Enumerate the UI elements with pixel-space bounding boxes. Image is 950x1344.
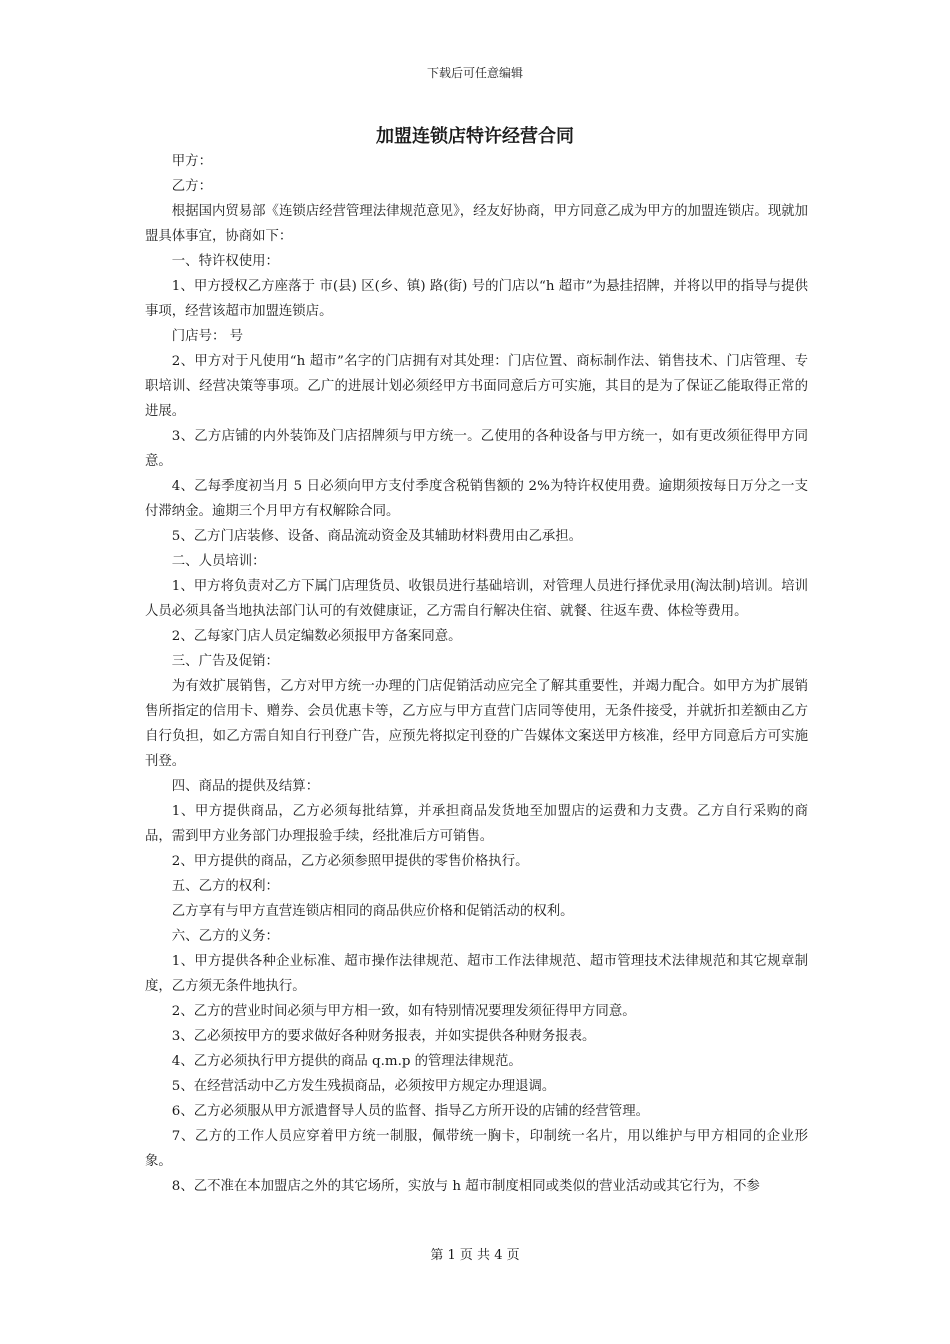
contract-paragraph: 7、乙方的工作人员应穿着甲方统一制服，佩带统一胸卡，印制统一名片，用以维护与甲方相同的企业形象。: [145, 1129, 808, 1169]
contract-paragraph: 2、甲方对于凡使用“h 超市”名字的门店拥有对其处理：门店位置、商标制作法、销售技术、门店管理、专职培训、经营决策等事项。乙广的进展计划必须经甲方书面同意后方可实施，其目的是为了保证乙能取得正常的进展。: [145, 354, 808, 419]
contract-paragraph: 2、甲方提供的商品，乙方必须参照甲提供的零售价格执行。: [171, 854, 529, 869]
contract-paragraph: 1、甲方提供各种企业标准、超市操作法律规范、超市工作法律规范、超市管理技术法律规范和其它规章制度，乙方须无条件地执行。: [145, 954, 808, 994]
contract-paragraph: 1、甲方授权乙方座落于 市(县) 区(乡、镇) 路(街) 号的门店以“h 超市”为悬挂招牌，并将以甲的指导与提供事项，经营该超市加盟连锁店。: [145, 279, 808, 319]
contract-paragraph: 8、乙不准在本加盟店之外的其它场所，实放与 h 超市制度相同或类似的营业活动或其它行为，不参: [171, 1179, 760, 1194]
contract-paragraph: 四、商品的提供及结算：: [171, 779, 320, 794]
contract-paragraph: 5、在经营活动中乙方发生残损商品，必须按甲方规定办理退调。: [171, 1079, 556, 1094]
page-header: 下载后可任意编辑: [426, 66, 523, 80]
contract-paragraph: 6、乙方必须服从甲方派遣督导人员的监督、指导乙方所开设的店铺的经营管理。: [171, 1104, 649, 1119]
contract-paragraph: 1、甲方提供商品，乙方必须每批结算，并承担商品发货地至加盟店的运费和力支费。乙方自行采购的商品，需到甲方业务部门办理报验手续，经批准后方可销售。: [145, 804, 808, 844]
contract-paragraph: 4、乙方必须执行甲方提供的商品 q.m.p 的管理法律规范。: [171, 1054, 522, 1069]
contract-paragraph: 三、广告及促销：: [171, 654, 279, 669]
contract-paragraph: 3、乙方店铺的内外装饰及门店招牌须与甲方统一。乙使用的各种设备与甲方统一，如有更改须征得甲方同意。: [145, 429, 808, 469]
contract-paragraph: 4、乙每季度初当月 5 日必须向甲方支付季度含税销售额的 2%为特许权使用费。逾期须按每日万分之一支付滞纳金。逾期三个月甲方有权解除合同。: [145, 479, 808, 519]
contract-paragraph: 五、乙方的权利：: [171, 879, 279, 894]
contract-paragraph: 2、乙方的营业时间必须与甲方相一致，如有特别情况要理发须征得甲方同意。: [171, 1004, 636, 1019]
page-footer: 第 1 页 共 4 页: [430, 1248, 520, 1263]
contract-paragraph: 为有效扩展销售，乙方对甲方统一办理的门店促销活动应完全了解其重要性，并竭力配合。如甲方为扩展销售所指定的信用卡、赠券、会员优惠卡等，乙方应与甲方直营门店同等使用，无条件接受，并就折扣差额由乙方自行负担，如乙方需自知自行刊登广告，应预先将拟定刊登的广告媒体文案送甲方核准，经甲方同意后方可实施刊登。: [145, 679, 808, 769]
document-body: [145, 149, 808, 1199]
contract-paragraph: 一、特许权使用：: [171, 254, 279, 269]
contract-paragraph: 2、乙每家门店人员定编数必须报甲方备案同意。: [171, 629, 462, 644]
contract-paragraph: 乙方享有与甲方直营连锁店相同的商品供应价格和促销活动的权利。: [171, 904, 574, 919]
contract-paragraph: 甲方：: [171, 154, 212, 169]
contract-paragraph: 根据国内贸易部《连锁店经营管理法律规范意见》，经友好协商，甲方同意乙成为甲方的加盟连锁店。现就加盟具体事宜，协商如下：: [145, 204, 808, 244]
contract-paragraph: 乙方：: [171, 179, 212, 194]
contract-paragraph: 门店号： 号: [171, 329, 244, 344]
contract-paragraph: 5、乙方门店装修、设备、商品流动资金及其辅助材料费用由乙承担。: [171, 529, 583, 544]
contract-paragraph: 3、乙必须按甲方的要求做好各种财务报表，并如实提供各种财务报表。: [171, 1029, 596, 1044]
contract-paragraph: 二、人员培训：: [171, 554, 266, 569]
contract-paragraph: 六、乙方的义务：: [171, 929, 279, 944]
contract-paragraph: 1、甲方将负责对乙方下属门店理货员、收银员进行基础培训，对管理人员进行择优录用(淘汰制)培训。培训人员必须具备当地执法部门认可的有效健康证，乙方需自行解决住宿、就餐、往返车费、体检等费用。: [145, 579, 808, 619]
document-title: 加盟连锁店特许经营合同: [376, 126, 574, 147]
